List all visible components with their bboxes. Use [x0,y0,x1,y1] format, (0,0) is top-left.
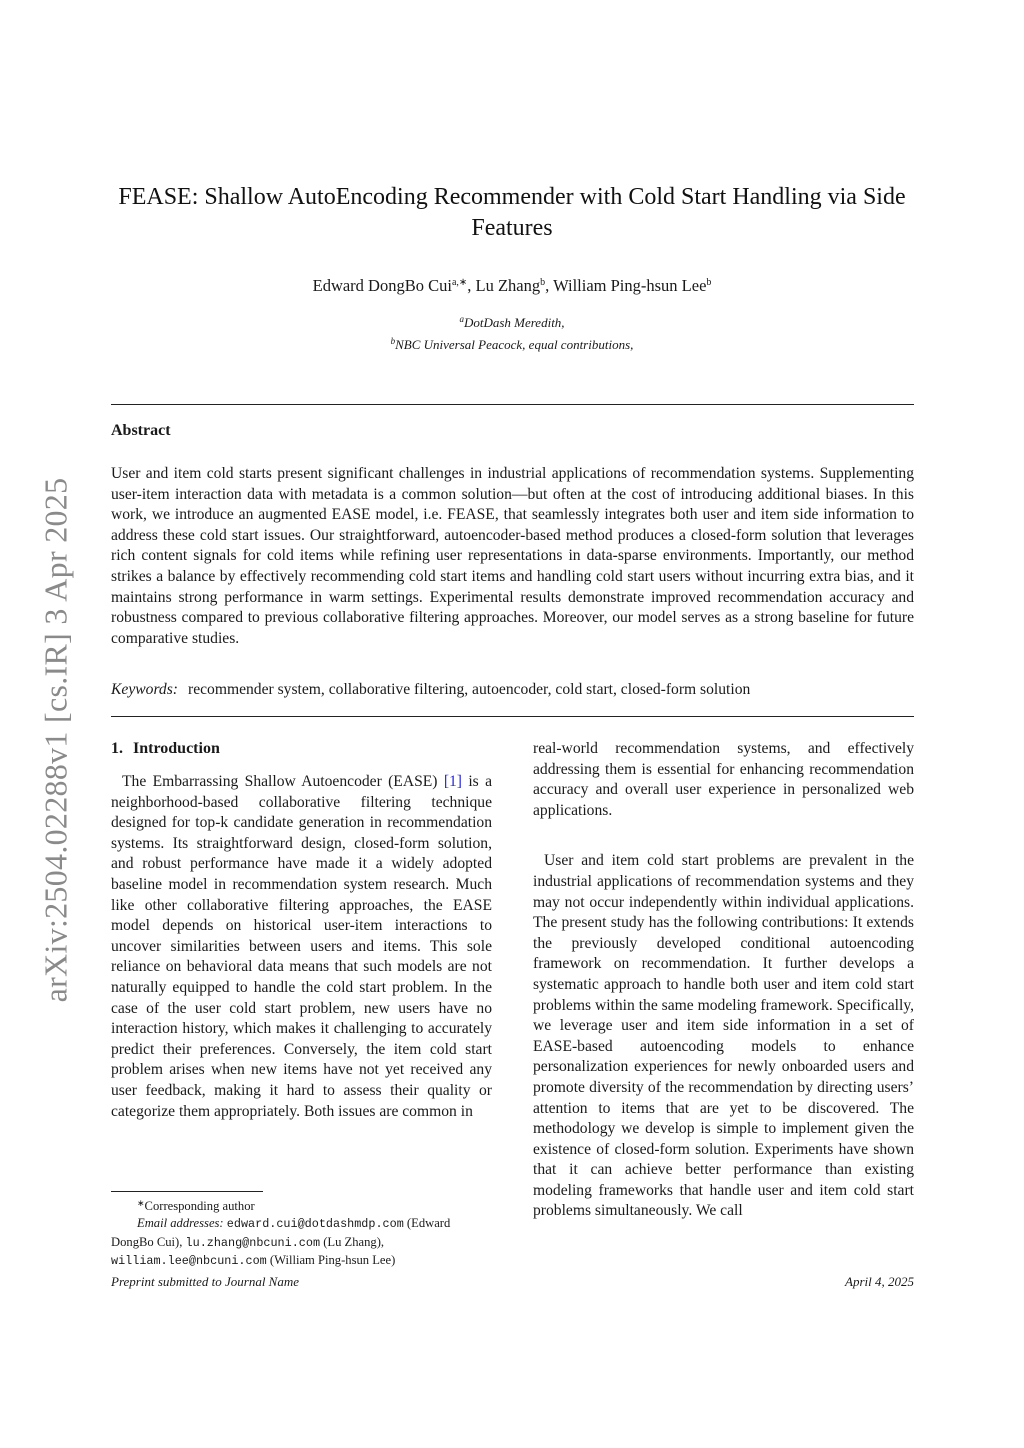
keywords-text: recommender system, collaborative filtering, autoencoder, cold start, closed-form solution [188,681,751,698]
section-heading [111,739,492,759]
left-column [111,739,492,1122]
affiliation-text: DotDash Meredith, [463,315,565,330]
affiliation-b [100,332,924,354]
email-owner: (Edward DongBo Cui), [111,1216,451,1249]
keywords-label: Keywords: [111,681,178,698]
author-mark: b [540,277,546,288]
footnote-corresponding-text: Corresponding author [144,1199,255,1213]
email-link[interactable]: lu.zhang@nbcuni.com [185,1235,321,1250]
keywords [111,680,914,700]
email-link[interactable]: william.lee@nbcuni.com [111,1254,267,1269]
paragraph-text: is a neighborhood-based collaborative filtering technique designed for top-k candidate generation in recommendation systems. Its straightforward design, closed-form solution, and robust performance have made it a widely adopted baseline model in recommendation system research. Much like other collaborative filtering approaches, the EASE model depends on historical user-item interactions to uncover similarities between users and items. This sole reliance on behavioral data means that such models are not naturally equipped to handle the cold start problem. In the case of the user cold start problem, new users have no interaction history, which makes it challenging to accurately predict their preferences. Conversely, the item cold start problem arises when new items have not yet received any user feedback, making it hard to assess their quality or categorize them appropriately. Both issues are common in [111,773,492,1120]
email-link[interactable]: edward.cui@dotdashmdp.com [226,1217,404,1232]
email-owner: (Lu Zhang), [320,1234,385,1249]
footnote [111,1195,492,1271]
author-name: William Ping-hsun Lee [553,276,707,295]
footnote-corresponding [111,1195,492,1215]
footnote-rule [111,1191,263,1192]
footnote-mark: ∗ [137,1198,145,1208]
email-label: Email addresses: [137,1216,224,1231]
affiliation-mark: b [390,336,396,346]
abstract-heading: Abstract [111,422,171,439]
paper-title: FEASE: Shallow AutoEncoding Recommender with Cold Start Handling via Side Features [118,184,906,241]
intro-paragraph-2: User and item cold start problems are prevalent in the industrial applications of recommendation systems and they may not occur independently within individual applications. The present study has the following contributions: It extends the previously developed conditional autoencoding framework on recommendation. It further develops a systematic approach to handle both user and item cold start problems within the same modeling framework. Specifically, we leverage user and item side information in a set of EASE-based autoencoding models to enhance personalization experiences for newly onboarded users and promote diversity of the recommendation by directing users’ attention to items that are yet to be discovered. The methodology we develop is simple to implement given the existence of closed-form solution. Experiments have shown that it can achieve better performance than existing modeling frameworks that handle user and item cold start problems simultaneously. We call [533,852,914,1220]
author-separator: , [467,276,476,295]
abstract-top-rule [111,404,914,405]
author-separator: , [545,276,554,295]
author-mark: a,∗ [451,277,468,288]
abstract-bottom-rule [111,716,914,717]
author-list [100,272,924,297]
section-title: Introduction [133,740,220,757]
intro-paragraph-1-continued: real-world recommendation systems, and effectively addressing them is essential for enhancing recommendation accuracy and overall user experience in personalized web applications. [533,740,914,819]
citation-link[interactable]: [1] [443,773,462,790]
intro-paragraph-1 [111,772,492,1122]
arxiv-side-identifier: arXiv:2504.02288v1 [cs.IR] 3 Apr 2025 [37,477,74,1003]
footer-journal: Preprint submitted to Journal Name [111,1274,300,1289]
email-owner: (William Ping-hsun Lee) [266,1253,396,1268]
affiliations [100,310,924,354]
footer-date: April 4, 2025 [845,1274,914,1289]
author-name: Edward DongBo Cui [312,276,452,295]
abstract-body: User and item cold starts present significant challenges in industrial applications of recommendation systems. Supplementing user-item interaction data with metadata is a common solution—but often at the cost of introducing additional biases. In this work, we introduce an augmented EASE model, i.e. FEASE, that seamlessly integrates both user and item side information to address these cold start issues. Our straightforward, autoencoder-based method produces a closed-form solution that leverages rich content signals for cold items while refining user representations in data-sparse environments. Importantly, our method strikes a balance by effectively recommending cold start items and handling cold start users without incurring extra bias, and it maintains strong performance in warm settings. Experimental results demonstrate improved recommendation accuracy and robustness compared to previous collaborative filtering approaches. Moreover, our model serves as a strong baseline for future comparative studies. [111,465,914,647]
right-column [533,739,914,1222]
affiliation-a [100,310,924,332]
author-mark: b [706,277,712,288]
affiliation-text: NBC Universal Peacock, equal contributions, [395,337,634,352]
paragraph-text: The Embarrassing Shallow Autoencoder (EASE) [122,773,444,790]
footnote-emails [111,1215,492,1270]
author-name: Lu Zhang [475,276,541,295]
section-number: 1. [111,740,123,757]
affiliation-mark: a [459,314,464,324]
